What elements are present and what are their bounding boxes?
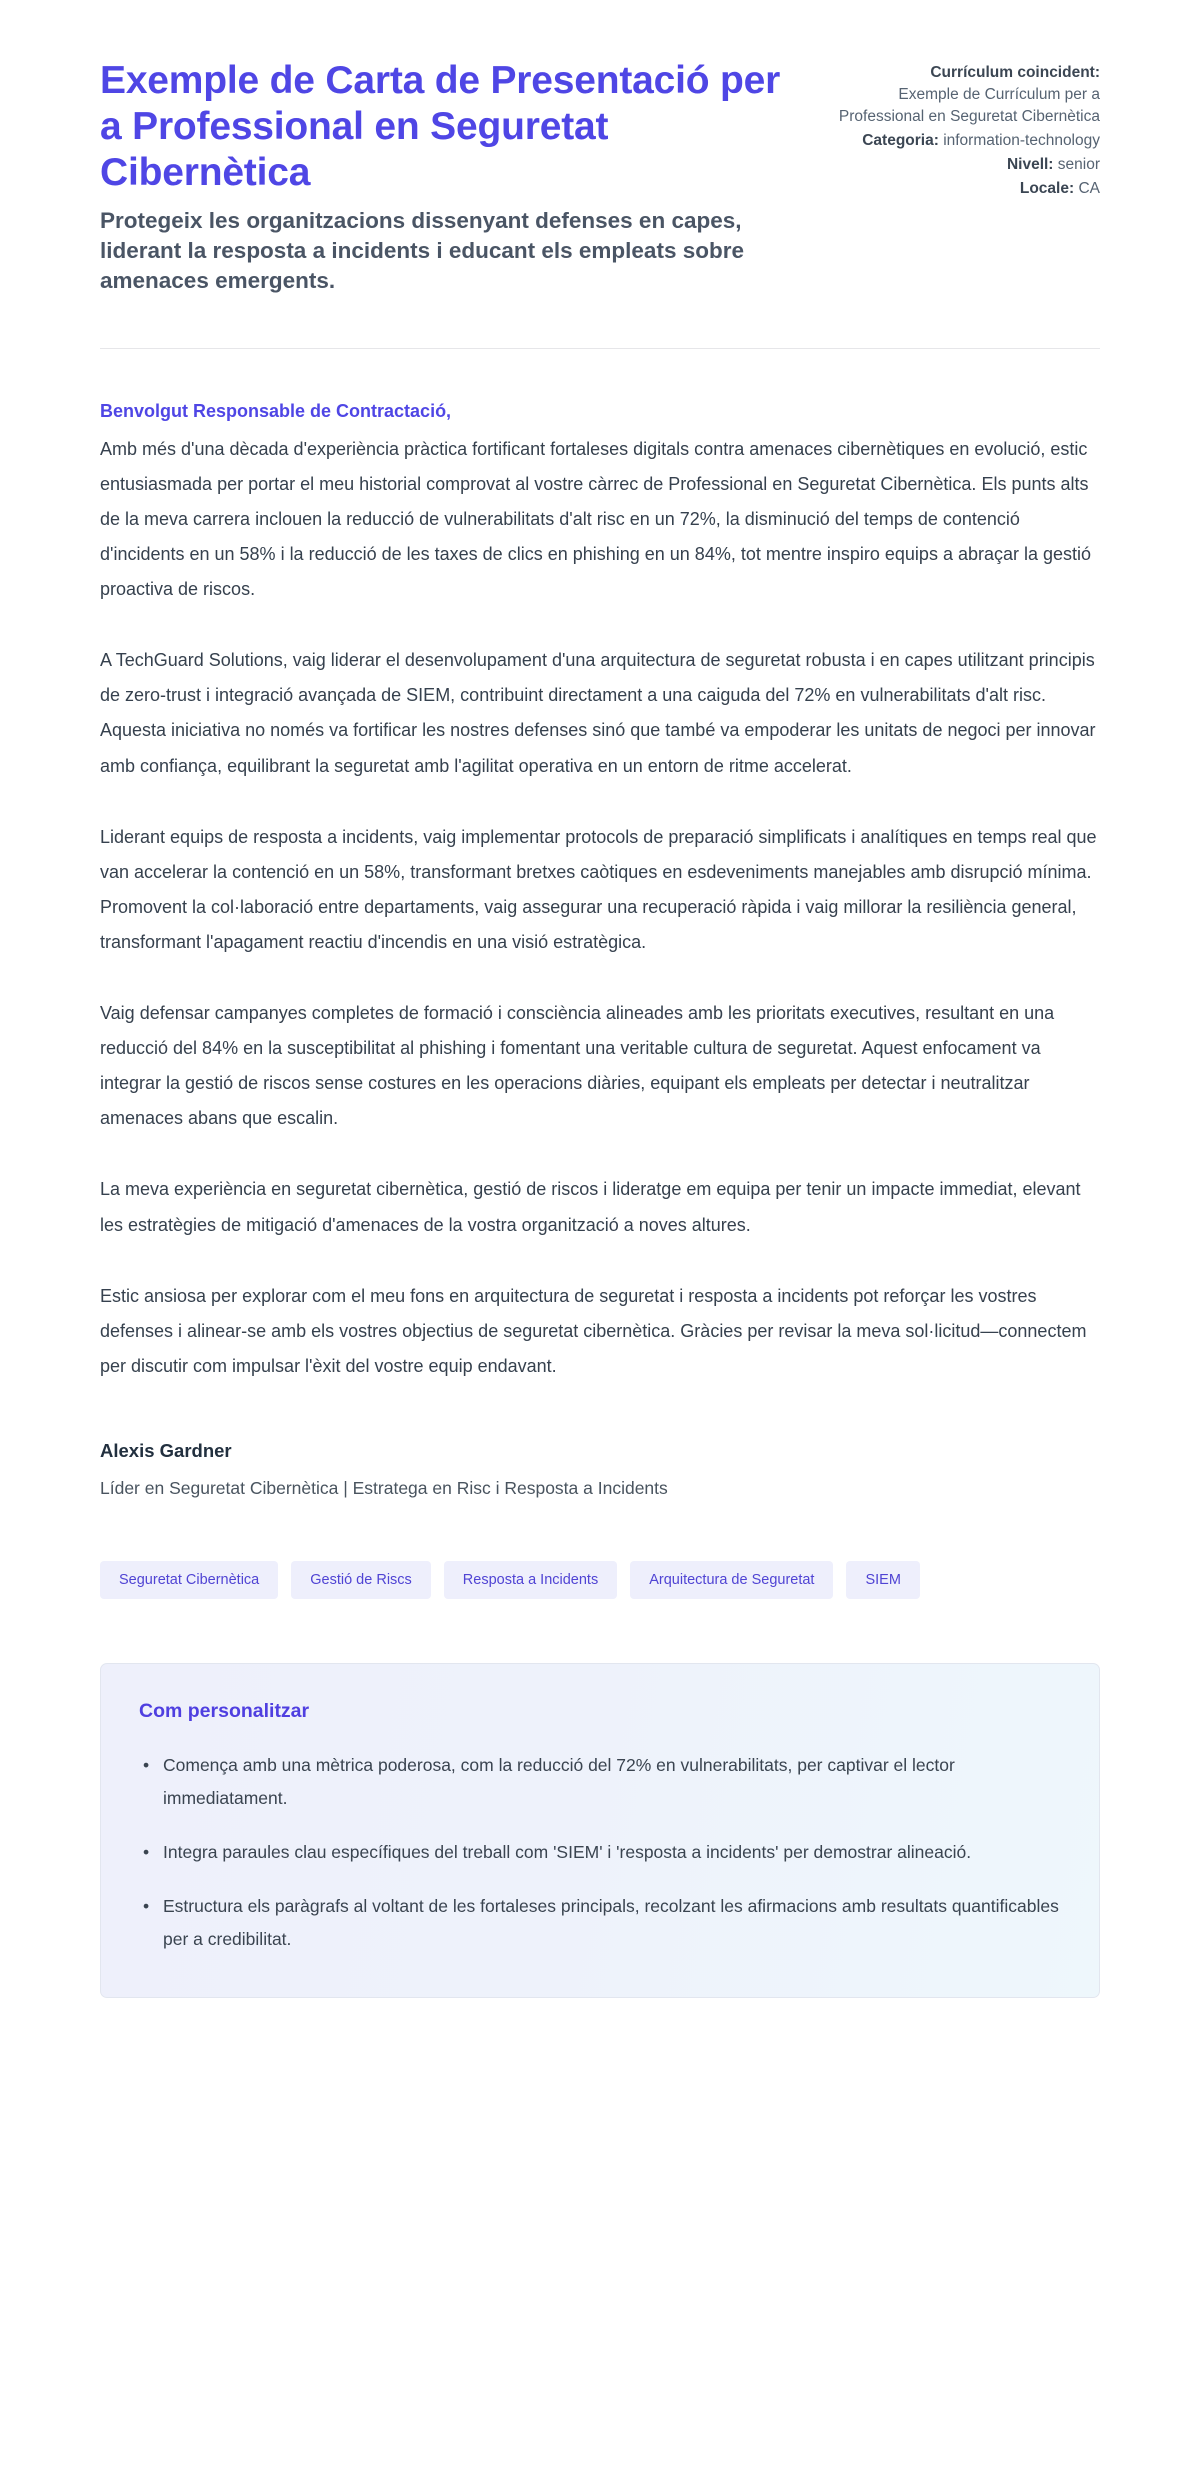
signature-role: Líder en Seguretat Cibernètica | Estratega en Risc i Resposta a Incidents [100,1477,668,1498]
letter-salutation: Benvolgut Responsable de Contractació, [100,400,452,421]
letter-paragraph: Vaig defensar campanyes completes de formació i consciència alineades amb les prioritats executives, resultant en una reducció del 84% en la susceptibilitat al phishing i fomentant una veritable cultura de seguretat. Aquest enfocament va integrar la gestió de riscos sense costures en les operacions diàries, equipant els empleats per detectar i neutralitzar amenaces abans que escalin. [100,1003,1055,1129]
callout-list-item-text: Estructura els paràgrafs al voltant de les fortaleses principals, recolzant les afirmacions amb resultats quantificables per a credibilitat. [163,1895,1059,1950]
metadata-resume [832,62,1100,128]
letter-paragraph: Liderant equips de resposta a incidents, vaig implementar protocols de preparació simplificats i analítiques en temps real que van accelerar la contenció en un 58%, transformant bretxes caòtiques en esdeveniments manejables amb disrupció mínima. Promovent la col·laboració entre departaments, vaig assegurar una recuperació ràpida i vaig millorar la resiliència general, transformant l'apagament reactiu d'incendis en una visió estratègica. [100,826,1097,952]
letter-body [100,432,1100,1384]
callout-list-item-text: Integra paraules clau específiques del treball com 'SIEM' i 'resposta a incidents' per demostrar alineació. [163,1842,972,1863]
metadata-locale-value: CA [1078,180,1100,197]
metadata-level [832,154,1100,176]
metadata-resume-label: Currículum coincident: [930,64,1100,81]
callout-list-item [139,1836,1061,1870]
metadata-level-label: Nivell: [1006,156,1054,173]
letter-paragraph: Amb més d'una dècada d'experiència pràctica fortificant fortaleses digitals contra amenaces cibernètiques en evolució, estic entusiasmada per portar el meu historial comprovat al vostre càrrec de Professional en Seguretat Cibernètica. Els punts alts de la meva carrera inclouen la reducció de vulnerabilitats d'alt risc en un 72%, la disminució del temps de contenció d'incidents en un 58% i la reducció de les taxes de clics en phishing en un 84%, tot mentre inspiro equips a abraçar la gestió proactiva de riscos. [100,438,1092,600]
tag-chip[interactable]: Arquitectura de Seguretat [630,1561,833,1599]
tag-chip[interactable]: Resposta a Incidents [444,1561,617,1599]
metadata-level-value: senior [1057,156,1100,173]
bullet-icon: • [143,1842,150,1863]
metadata-category-label: Categoria: [862,132,939,149]
callout-list-item [139,1749,1061,1816]
letter-paragraph: A TechGuard Solutions, vaig liderar el desenvolupament d'una arquitectura de seguretat robusta i en capes utilitzant principis de zero-trust i integració avançada de SIEM, contribuint directament a una caiguda del 72% en vulnerabilitats d'alt risc. Aquesta iniciativa no només va fortificar les nostres defenses sinó que també va empoderar les unitats de negoci per innovar amb confiança, equilibrant la seguretat amb l'agilitat operativa en un entorn de ritme accelerat. [100,650,1096,776]
customization-callout [100,1663,1100,1998]
page-title: Exemple de Carta de Presentació per a Professional en Seguretat Cibernètica [100,59,781,195]
metadata-category [832,130,1100,152]
tag-chip[interactable]: Seguretat Cibernètica [100,1561,278,1599]
callout-list-item-text: Comença amb una mètrica poderosa, com la reducció del 72% en vulnerabilitats, per captivar el lector immediatament. [163,1754,955,1809]
metadata-locale [832,178,1100,200]
metadata-resume-value: Exemple de Currículum per a Professional en Seguretat Cibernètica [838,86,1100,125]
letter-paragraph: Estic ansiosa per explorar com el meu fons en arquitectura de seguretat i resposta a incidents pot reforçar les vostres defenses i alinear-se amb els vostres objectius de seguretat cibernètica. Gràcies per revisar la meva sol·licitud—connectem per discutir com impulsar l'èxit del vostre equip endavant. [100,1285,1087,1376]
tag-chip[interactable]: Gestió de Riscs [291,1561,431,1599]
signature-name: Alexis Gardner [100,1439,232,1461]
signature-block [100,1440,1100,1499]
page-subtitle: Protegeix les organitzacions dissenyant defenses en capes, liderant la resposta a incidents i educant els empleats sobre amenaces emergents. [100,208,744,293]
bullet-icon: • [143,1895,150,1916]
callout-title: Com personalitzar [139,1699,310,1722]
tag-list [100,1561,1100,1599]
header-divider [100,348,1100,349]
page-header [100,44,1100,296]
tag-chip[interactable]: SIEM [846,1561,919,1599]
header-text-group [100,44,790,296]
metadata-category-value: information-technology [943,132,1100,149]
bullet-icon: • [143,1754,150,1775]
callout-bullet-list [139,1749,1061,1957]
metadata-locale-label: Locale: [1019,180,1075,197]
metadata-panel [832,44,1100,202]
callout-list-item [139,1890,1061,1957]
letter-paragraph: La meva experiència en seguretat cibernètica, gestió de riscos i lideratge em equipa per tenir un impacte immediat, elevant les estratègies de mitigació d'amenaces de la vostra organització a noves altures. [100,1179,1081,1235]
